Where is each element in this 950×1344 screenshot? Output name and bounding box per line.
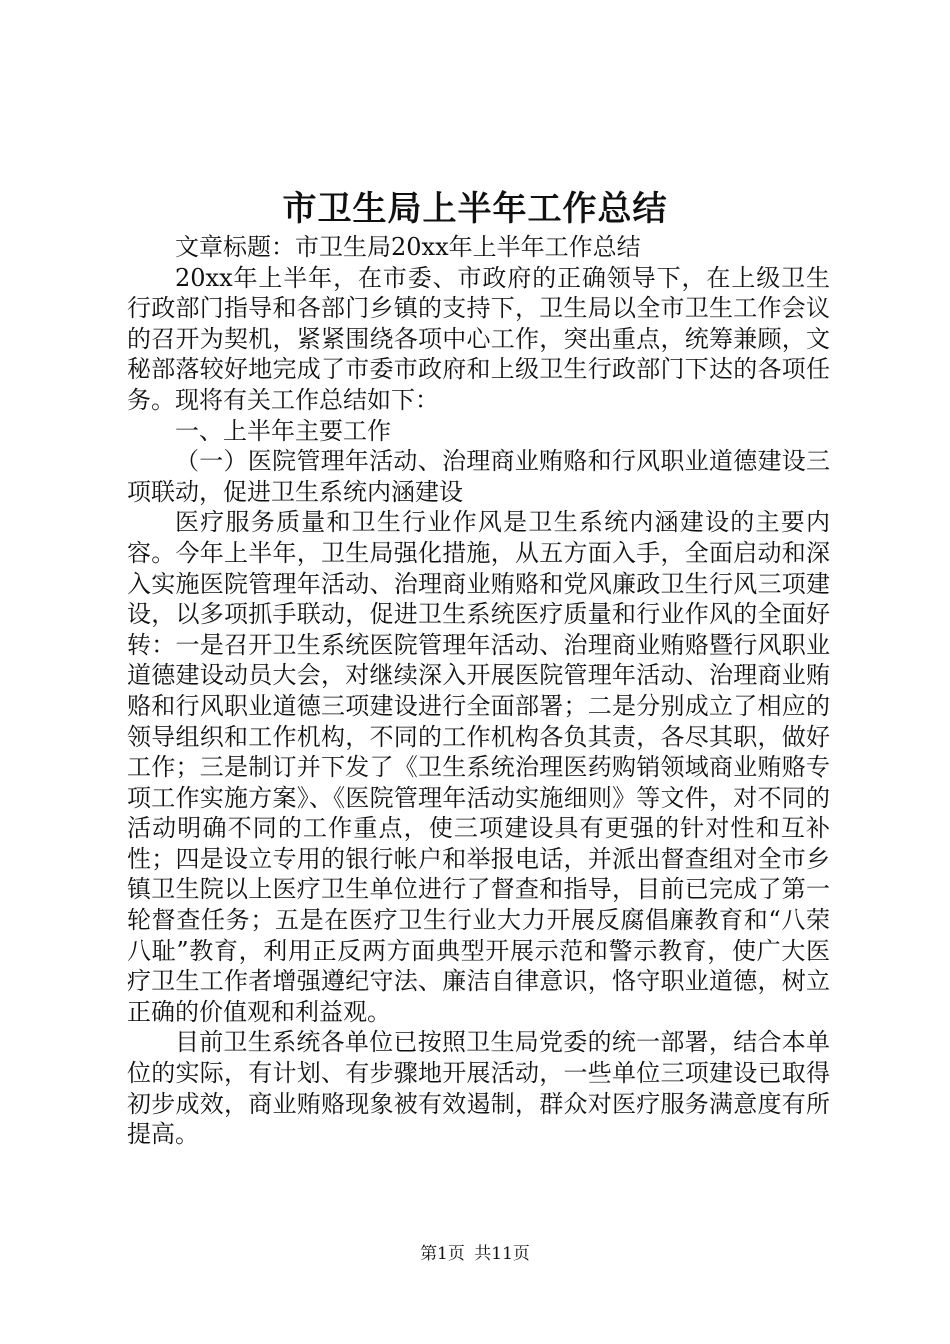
page-total: 共11页: [474, 1244, 530, 1264]
document-body: [127, 232, 830, 1150]
page-number: 第1页: [420, 1244, 465, 1264]
article-title-line: 文章标题：市卫生局20xx年上半年工作总结: [175, 233, 641, 261]
subsection-heading: （一）医院管理年活动、治理商业贿赂和行风职业道德建设三项联动，促进卫生系统内涵建设: [127, 447, 830, 506]
intro-paragraph: 20xx年上半年，在市委、市政府的正确领导下，在上级卫生行政部门指导和各部门乡镇的支持下，卫生局以全市卫生工作会议的召开为契机，紧紧围绕各项中心工作，突出重点，统筹兼顾，文秘部落较好地完成了市委市政府和上级卫生行政部门下达的各项任务。现将有关工作总结如下：: [127, 263, 830, 414]
body-paragraph: 医疗服务质量和卫生行业作风是卫生系统内涵建设的主要内容。今年上半年，卫生局强化措施，从五方面入手，全面启动和深入实施医院管理年活动、治理商业贿赂和党风廉政卫生行风三项建设，以多项抓手联动，促进卫生系统医疗质量和行业作风的全面好转：一是召开卫生系统医院管理年活动、治理商业贿赂暨行风职业道德建设动员大会，对继续深入开展医院管理年活动、治理商业贿赂和行风职业道德三项建设进行全面部署；二是分别成立了相应的领导组织和工作机构，不同的工作机构各负其责，各尽其职，做好工作；三是制订并下发了《卫生系统治理医药购销领域商业贿赂专项工作实施方案》、《医院管理年活动实施细则》等文件，对不同的活动明确不同的工作重点，使三项建设具有更强的针对性和互补性；四是设立专用的银行帐户和举报电话，并派出督查组对全市乡镇卫生院以上医疗卫生单位进行了督查和指导，目前已完成了第一轮督查任务；五是在医疗卫生行业大力开展反腐倡廉教育和“八荣八耻”教育，利用正反两方面典型开展示范和警示教育，使广大医疗卫生工作者增强遵纪守法、廉洁自律意识，恪守职业道德，树立正确的价值观和利益观。: [127, 508, 830, 1026]
document-title: 市卫生局上半年工作总结: [282, 189, 668, 229]
page-footer: [0, 1243, 950, 1265]
body-paragraph: 目前卫生系统各单位已按照卫生局党委的统一部署，结合本单位的实际，有计划、有步骤地开展活动，一些单位三项建设已取得初步成效，商业贿赂现象被有效遏制，群众对医疗服务满意度有所提高。: [127, 1028, 830, 1149]
section-heading: 一、上半年主要工作: [175, 416, 391, 445]
